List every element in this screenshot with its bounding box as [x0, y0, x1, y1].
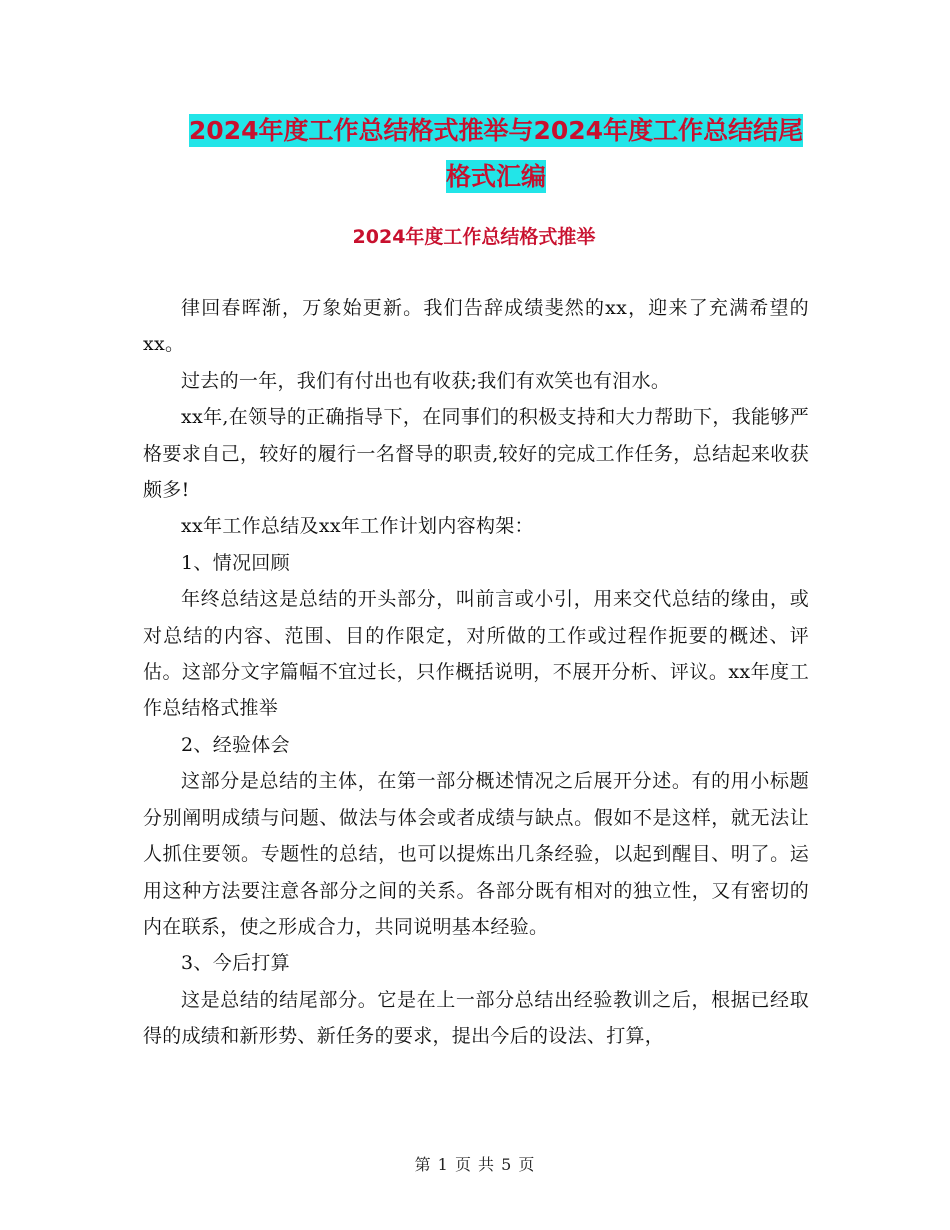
paragraph: 过去的一年，我们有付出也有收获;我们有欢笑也有泪水。: [181, 369, 671, 392]
paragraph: xx年工作总结及xx年工作计划内容构架：: [181, 515, 534, 538]
section-heading: 2、经验体会: [181, 733, 290, 756]
paragraph: 这是总结的结尾部分。它是在上一部分总结出经验教训之后，根据已经取得的成绩和新形势、新任务的要求，提出今后的设法、打算，: [143, 988, 809, 1048]
document-title: [140, 108, 852, 200]
paragraph: 这部分是总结的主体，在第一部分概述情况之后展开分述。有的用小标题分别阐明成绩与问题、做法与体会或者成绩与缺点。假如不是这样，就无法让人抓住要领。专题性的总结，也可以提炼出几条经验，以起到醒目、明了。运用这种方法要注意各部分之间的关系。各部分既有相对的独立性，又有密切的内在联系，使之形成合力，共同说明基本经验。: [143, 770, 809, 938]
document-title-line1: 2024年度工作总结格式推举与2024年度工作总结结尾: [188, 116, 804, 145]
section-heading: 3、今后打算: [181, 952, 290, 975]
paragraph: 律回春晖渐，万象始更新。我们告辞成绩斐然的xx，迎来了充满希望的xx。: [143, 297, 809, 356]
page-footer: 第 1 页 共 5 页: [414, 1155, 536, 1174]
section-heading: 1、情况回顾: [181, 551, 290, 574]
section-title: 2024年度工作总结格式推举: [352, 226, 596, 248]
document-title-line2: 格式汇编: [445, 162, 546, 191]
paragraph: xx年,在领导的正确指导下，在同事们的积极支持和大力帮助下，我能够严格要求自己，较好的履行一名督导的职责,较好的完成工作任务，总结起来收获颇多!: [143, 406, 809, 502]
document-body: [143, 290, 809, 1055]
paragraph: 年终总结这是总结的开头部分，叫前言或小引，用来交代总结的缘由，或对总结的内容、范围、目的作限定，对所做的工作或过程作扼要的概述、评估。这部分文字篇幅不宜过长，只作概括说明，不展开分析、评议。xx年度工作总结格式推举: [143, 588, 809, 720]
